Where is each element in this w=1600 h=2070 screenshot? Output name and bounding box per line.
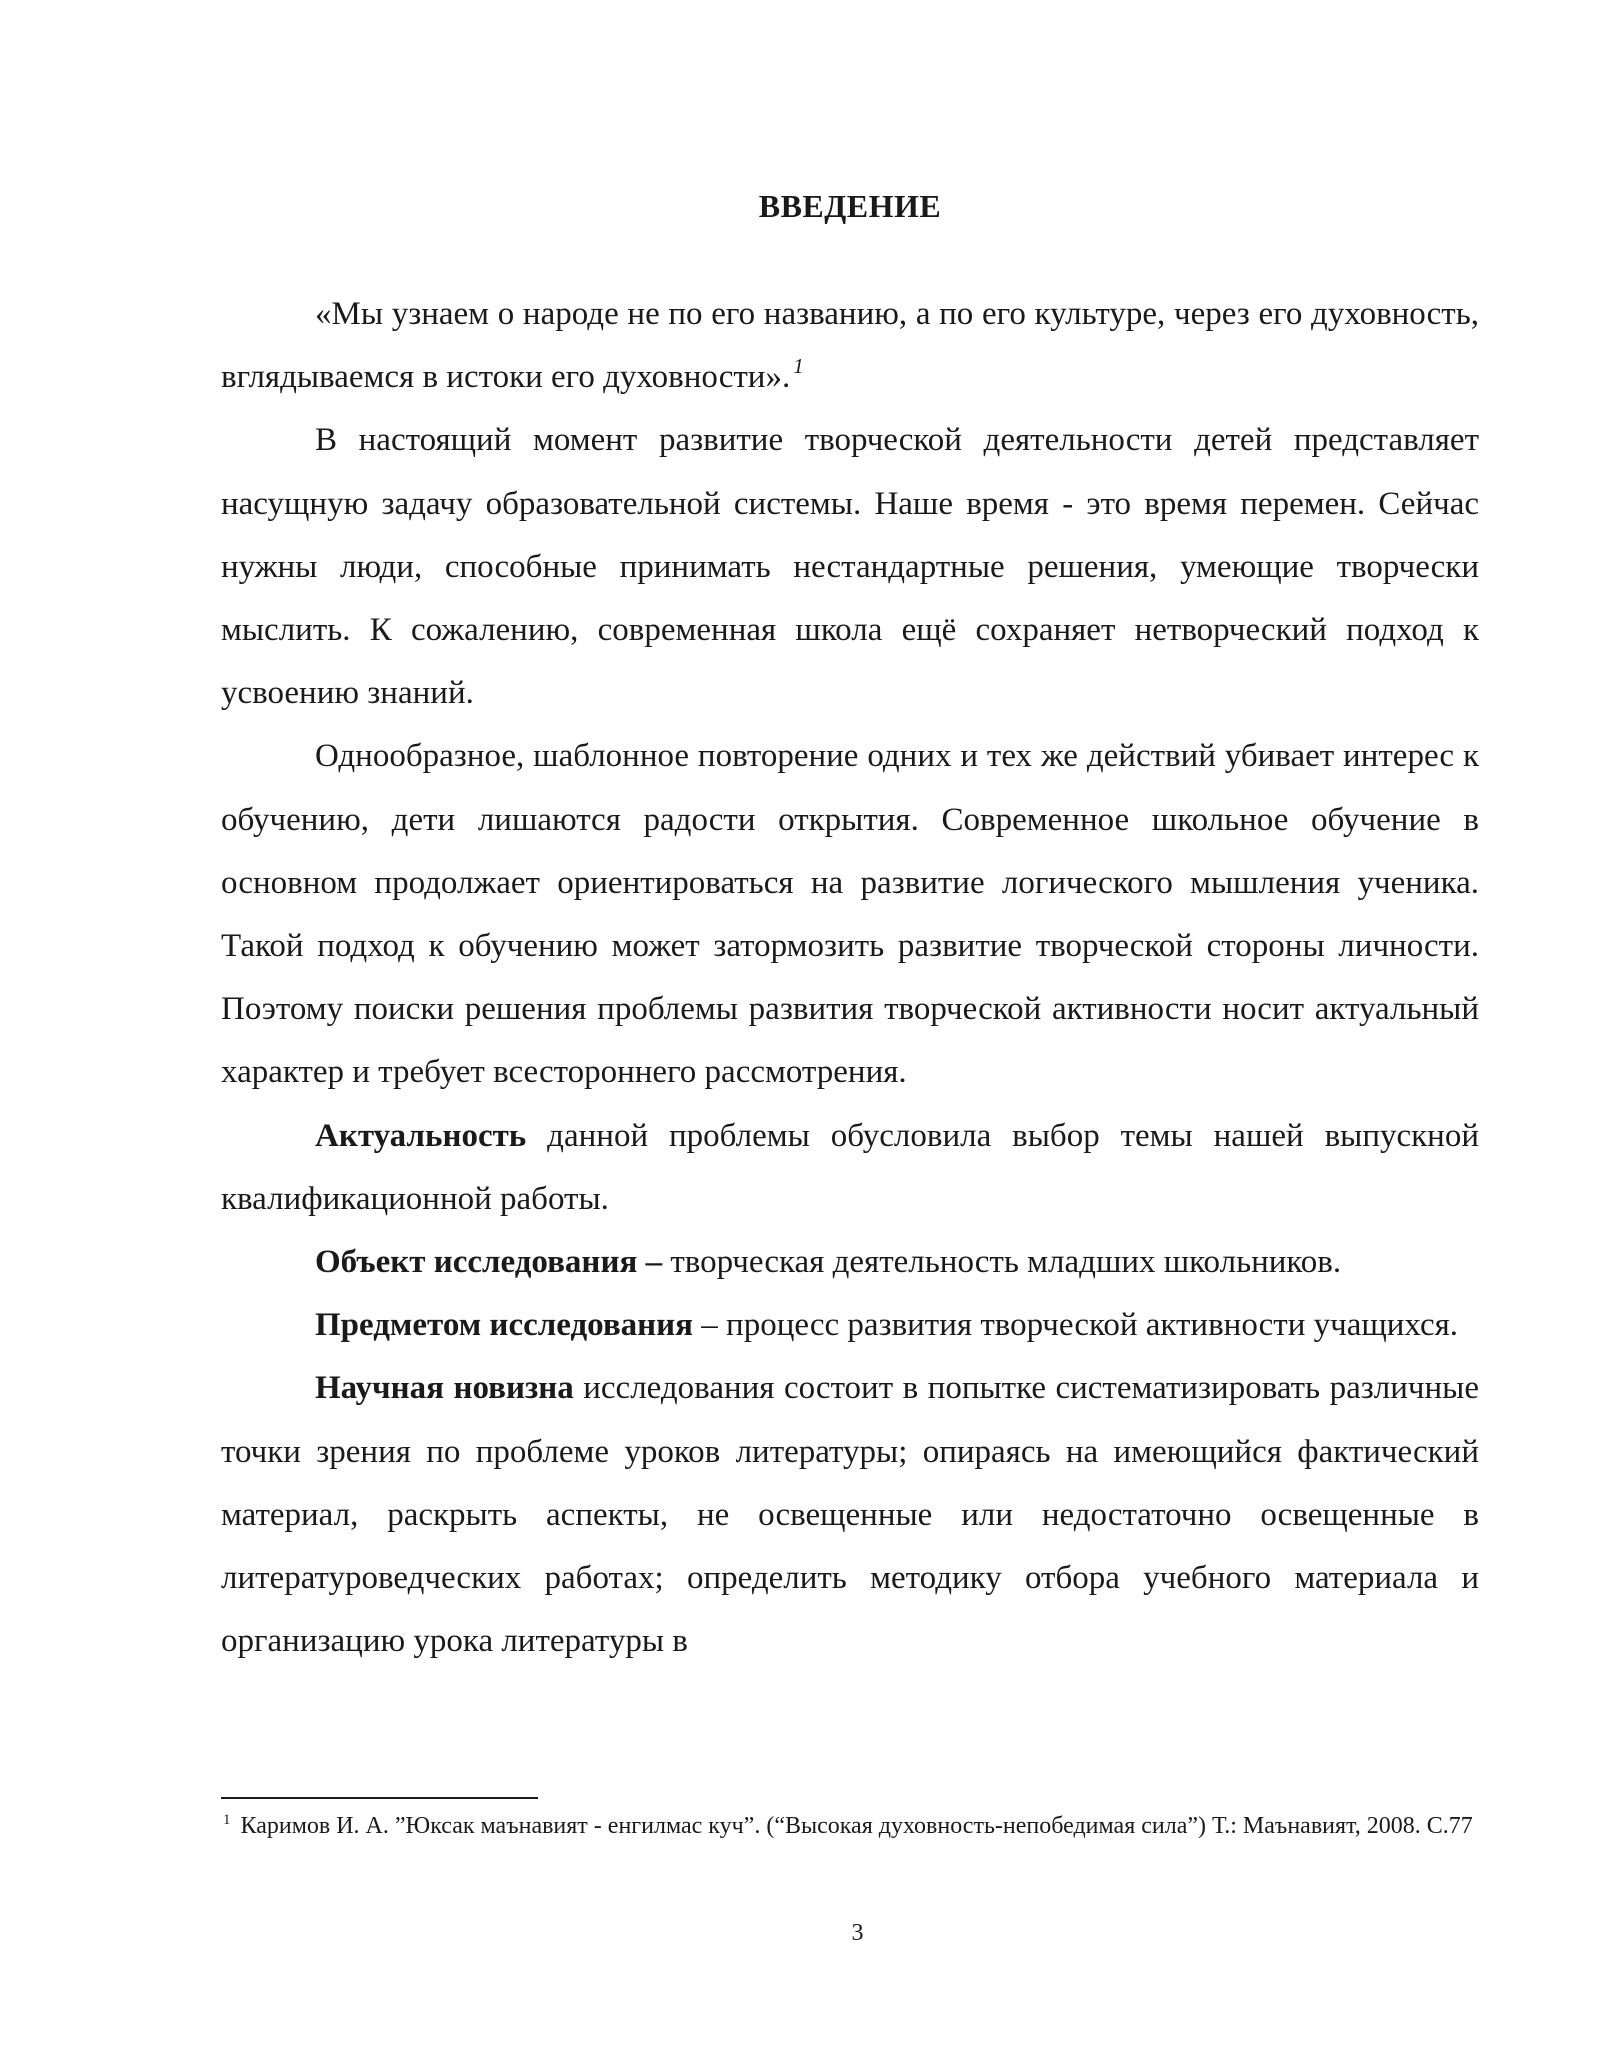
footnote-text: Каримов И. А. ”Юксак маънавият - енгилмас куч”. (“Высокая духовность-непобедимая сила”) Т.: Маънавият, 2008. С.77 — [240, 1813, 1473, 1839]
footnote-mark: 1 — [223, 1812, 231, 1828]
novelty-text: исследования состоит в попытке систематизировать различные точки зрения по проблеме уроков литературы; опираясь на имеющийся фактический материал, раскрыть аспекты, не освещенные или недостаточно освещенные в литературоведческих работах; определить методику отбора учебного материала и организацию урока литературы в — [221, 1370, 1479, 1660]
footnote-separator — [221, 1797, 538, 1799]
novelty-term: Научная новизна — [315, 1370, 574, 1407]
paragraph-object — [221, 1231, 1479, 1294]
paragraph-intro: В настоящий момент развитие творческой деятельности детей представляет насущную задачу образовательной системы. Наше время - это время перемен. Сейчас нужны люди, способные принимать нестандартные решения, умеющие творчески мыслить. К сожалению, современная школа ещё сохраняет нетворческий подход к усвоению знаний. — [221, 422, 1479, 712]
epigraph-quote: «Мы узнаем о народе не по его названию, а по его культуре, через его духовность, вглядываемся в истоки его духовности». — [221, 296, 1479, 396]
paragraph-relevance — [221, 1105, 1479, 1231]
page-title: ВВЕДЕНИЕ — [758, 188, 942, 224]
object-term: Объект исследования – — [315, 1244, 663, 1281]
epigraph-paragraph — [221, 283, 1479, 409]
footnote-reference[interactable]: 1 — [793, 354, 804, 379]
body-text — [221, 283, 1479, 1673]
paragraph-novelty — [221, 1357, 1479, 1673]
relevance-term: Актуальность — [315, 1117, 527, 1154]
footnote — [221, 1808, 1479, 1845]
object-text: творческая деятельность младших школьников. — [662, 1244, 1342, 1281]
paragraph-monotony: Однообразное, шаблонное повторение одних и тех же действий убивает интерес к обучению, дети лишаются радости открытия. Современное школьное обучение в основном продолжает ориентироваться на развитие логического мышления ученика. Такой подход к обучению может затормозить развитие творческой стороны личности. Поэтому поиски решения проблемы развития творческой активности носит актуальный характер и требует всестороннего рассмотрения. — [221, 738, 1479, 1091]
relevance-text: данной проблемы обусловила выбор темы нашей выпускной квалификационной работы. — [221, 1117, 1479, 1217]
subject-text: – процесс развития творческой активности учащихся. — [693, 1307, 1459, 1344]
page-number: 3 — [851, 1920, 864, 1946]
subject-term: Предметом исследования — [315, 1307, 694, 1344]
paragraph-subject — [221, 1294, 1479, 1357]
